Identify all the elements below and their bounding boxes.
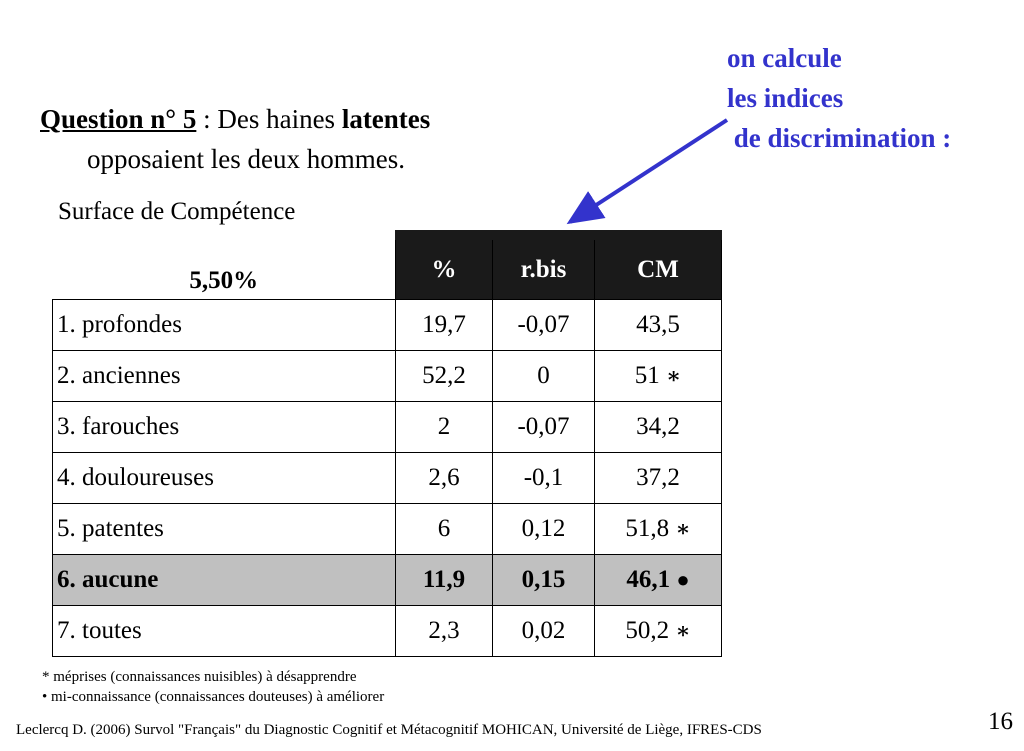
table-header-row <box>53 235 722 300</box>
header-cm: CM <box>595 235 722 300</box>
header-value: 5,50% <box>53 235 396 300</box>
table-row <box>53 504 722 555</box>
footnotes <box>42 667 384 707</box>
table-row <box>53 300 722 351</box>
page-number: 16 <box>988 708 1013 735</box>
row-pct: 2,6 <box>396 453 493 504</box>
row-label: 3. farouches <box>53 402 396 453</box>
row-cm <box>595 351 722 402</box>
question-text <box>40 99 430 179</box>
row-pct: 11,9 <box>396 555 493 606</box>
row-rbis: -0,07 <box>493 402 595 453</box>
citation: Leclercq D. (2006) Survol "Français" du Diagnostic Cognitif et Métacognitif MOHICAN, Université de Liège, IFRES-CDS <box>16 722 762 738</box>
footnote-bullet: • mi-connaissance (connaissances douteuses) à améliorer <box>42 689 385 705</box>
row-cm <box>595 300 722 351</box>
row-pct: 52,2 <box>396 351 493 402</box>
row-label: 4. douloureuses <box>53 453 396 504</box>
row-label: 7. toutes <box>53 606 396 657</box>
bullet-icon: ● <box>676 567 690 592</box>
table-row <box>53 606 722 657</box>
cm-value: 46,1 <box>626 566 671 593</box>
row-label: 6. aucune <box>53 555 396 606</box>
table-row-highlighted <box>53 555 722 606</box>
cm-value: 37,2 <box>636 464 680 491</box>
cm-value: 51,8 <box>625 515 670 542</box>
question-separator: : Des haines <box>196 104 342 134</box>
cm-value: 50,2 <box>625 617 670 644</box>
row-pct: 2 <box>396 402 493 453</box>
question-emphasis: latentes <box>341 104 431 134</box>
row-pct: 2,3 <box>396 606 493 657</box>
row-label: 1. profondes <box>53 300 396 351</box>
question-label: Question n° 5 <box>40 104 197 134</box>
row-cm <box>595 453 722 504</box>
row-pct: 6 <box>396 504 493 555</box>
question-line-2: opposaient les deux hommes. <box>87 144 405 174</box>
cm-value: 51 <box>634 362 660 389</box>
row-rbis: -0,1 <box>493 453 595 504</box>
asterisk-icon: ∗ <box>675 618 691 643</box>
row-cm <box>595 555 722 606</box>
row-cm <box>595 504 722 555</box>
asterisk-icon: ∗ <box>666 363 682 388</box>
row-cm <box>595 606 722 657</box>
row-label: 5. patentes <box>53 504 396 555</box>
row-rbis: 0,12 <box>493 504 595 555</box>
asterisk-icon: ∗ <box>675 516 691 541</box>
footnote-asterisk: * méprises (connaissances nuisibles) à désapprendre <box>42 669 357 685</box>
surface-label: Surface de Compétence <box>58 198 296 225</box>
header-rbis: r.bis <box>493 235 595 300</box>
callout-line-1: on calcule <box>727 43 842 73</box>
table-row <box>53 453 722 504</box>
row-rbis: 0 <box>493 351 595 402</box>
table-row <box>53 402 722 453</box>
row-cm <box>595 402 722 453</box>
results-table <box>52 230 722 657</box>
row-rbis: -0,07 <box>493 300 595 351</box>
row-rbis: 0,15 <box>493 555 595 606</box>
row-pct: 19,7 <box>396 300 493 351</box>
callout-line-3: de discrimination : <box>727 123 952 153</box>
table-row <box>53 351 722 402</box>
cm-value: 34,2 <box>636 413 680 440</box>
header-pct: % <box>396 235 493 300</box>
callout-line-2: les indices <box>727 83 844 113</box>
cm-value: 43,5 <box>636 311 680 338</box>
row-label: 2. anciennes <box>53 351 396 402</box>
row-rbis: 0,02 <box>493 606 595 657</box>
